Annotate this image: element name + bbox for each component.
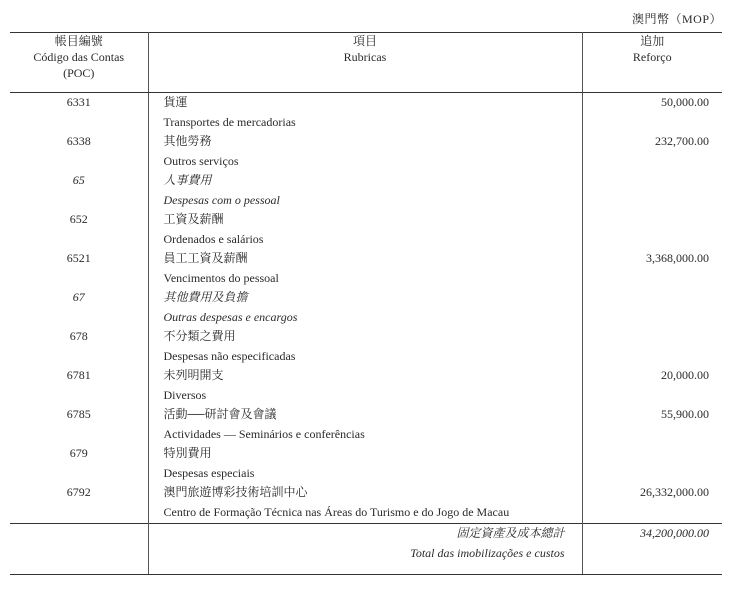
spacer xyxy=(583,230,723,250)
account-code: 6338 xyxy=(66,134,91,148)
spacer xyxy=(10,425,148,445)
rubric-pt: Ordenados e salários xyxy=(163,231,264,246)
spacer xyxy=(583,503,723,523)
spacer xyxy=(583,386,723,406)
account-code: 6785 xyxy=(66,407,91,421)
spacer xyxy=(10,464,148,484)
spacer xyxy=(10,269,148,289)
header-amount xyxy=(582,33,722,93)
account-code: 6792 xyxy=(66,485,91,499)
spacer xyxy=(10,386,148,406)
account-code: 652 xyxy=(69,212,88,226)
amount-value xyxy=(583,210,723,230)
budget-table xyxy=(10,32,722,575)
rubric-pt: Diversos xyxy=(163,387,207,402)
account-code: 678 xyxy=(69,329,88,343)
header-code-zh: 帳目編號 xyxy=(54,34,103,48)
rubric-pt: Vencimentos do pessoal xyxy=(163,270,279,285)
rubric-pt: Despesas especiais xyxy=(163,465,255,480)
spacer xyxy=(583,464,723,484)
rubric-zh: 員工工資及薪酬 xyxy=(163,251,248,265)
amount-value: 3,368,000.00 xyxy=(646,251,709,265)
rubric-pt: Transportes de mercadorias xyxy=(163,114,296,129)
amount-value xyxy=(583,444,723,464)
amount-value xyxy=(583,171,723,191)
amount-value: 55,900.00 xyxy=(661,407,709,421)
header-amount-zh: 追加 xyxy=(640,34,665,48)
account-code: 6331 xyxy=(66,95,91,109)
spacer xyxy=(583,308,723,328)
rubric-zh: 工資及薪酬 xyxy=(163,212,224,226)
spacer xyxy=(583,191,723,211)
header-rubric xyxy=(148,33,582,93)
header-code-poc: (POC) xyxy=(63,66,95,80)
amount-value xyxy=(583,327,723,347)
header-row xyxy=(10,33,722,93)
spacer xyxy=(583,152,723,172)
spacer xyxy=(10,503,148,523)
spacer xyxy=(583,425,723,445)
total-amount-cell xyxy=(582,524,722,575)
rubric-pt: Actividades — Seminários e conferências xyxy=(163,426,365,441)
rubric-pt: Outras despesas e encargos xyxy=(163,309,298,324)
spacer xyxy=(10,152,148,172)
amount-value: 20,000.00 xyxy=(661,368,709,382)
total-label-pt: Total das imobilizações e custos xyxy=(410,545,565,560)
body-row xyxy=(10,93,722,524)
amount-value xyxy=(583,288,723,308)
rubric-zh: 人事費用 xyxy=(163,173,212,187)
spacer xyxy=(583,347,723,367)
rubric-zh: 活動──研討會及會議 xyxy=(163,407,277,421)
spacer xyxy=(10,230,148,250)
code-column xyxy=(10,93,148,524)
total-label-cell xyxy=(148,524,582,575)
rubric-column xyxy=(148,93,582,524)
spacer xyxy=(583,113,723,133)
spacer xyxy=(10,191,148,211)
spacer xyxy=(10,347,148,367)
rubric-pt: Centro de Formação Técnica nas Áreas do Turismo e do Jogo de Macau xyxy=(163,504,510,519)
account-code: 6521 xyxy=(66,251,91,265)
spacer xyxy=(583,269,723,289)
total-code-cell xyxy=(10,524,148,575)
spacer xyxy=(10,113,148,133)
currency-label: 澳門幣（MOP） xyxy=(631,12,722,26)
rubric-pt: Despesas não especificadas xyxy=(163,348,296,363)
total-amount: 34,200,000.00 xyxy=(640,526,709,540)
rubric-zh: 其他勞務 xyxy=(163,134,212,148)
rubric-pt: Outros serviços xyxy=(163,153,239,168)
header-code-pt: Código das Contas xyxy=(33,50,125,64)
rubric-zh: 其他費用及負擔 xyxy=(163,290,248,304)
rubric-zh: 澳門旅遊博彩技術培訓中心 xyxy=(163,485,308,499)
header-rubric-zh: 項目 xyxy=(352,34,377,48)
rubric-zh: 特別費用 xyxy=(163,446,212,460)
account-code: 679 xyxy=(69,446,88,460)
rubric-zh: 不分類之費用 xyxy=(163,329,236,343)
rubric-pt: Despesas com o pessoal xyxy=(163,192,280,207)
account-code: 65 xyxy=(72,173,85,187)
total-label-zh: 固定資產及成本總計 xyxy=(456,526,565,540)
amount-value: 232,700.00 xyxy=(655,134,709,148)
total-row xyxy=(10,524,722,575)
amount-column xyxy=(582,93,722,524)
header-code xyxy=(10,33,148,93)
rubric-zh: 貨運 xyxy=(163,95,188,109)
spacer xyxy=(10,308,148,328)
header-amount-pt: Reforço xyxy=(632,50,672,64)
header-rubric-pt: Rubricas xyxy=(343,50,387,64)
account-code: 67 xyxy=(72,290,85,304)
amount-value: 50,000.00 xyxy=(661,95,709,109)
rubric-zh: 未列明開支 xyxy=(163,368,224,382)
amount-value: 26,332,000.00 xyxy=(640,485,709,499)
account-code: 6781 xyxy=(66,368,91,382)
